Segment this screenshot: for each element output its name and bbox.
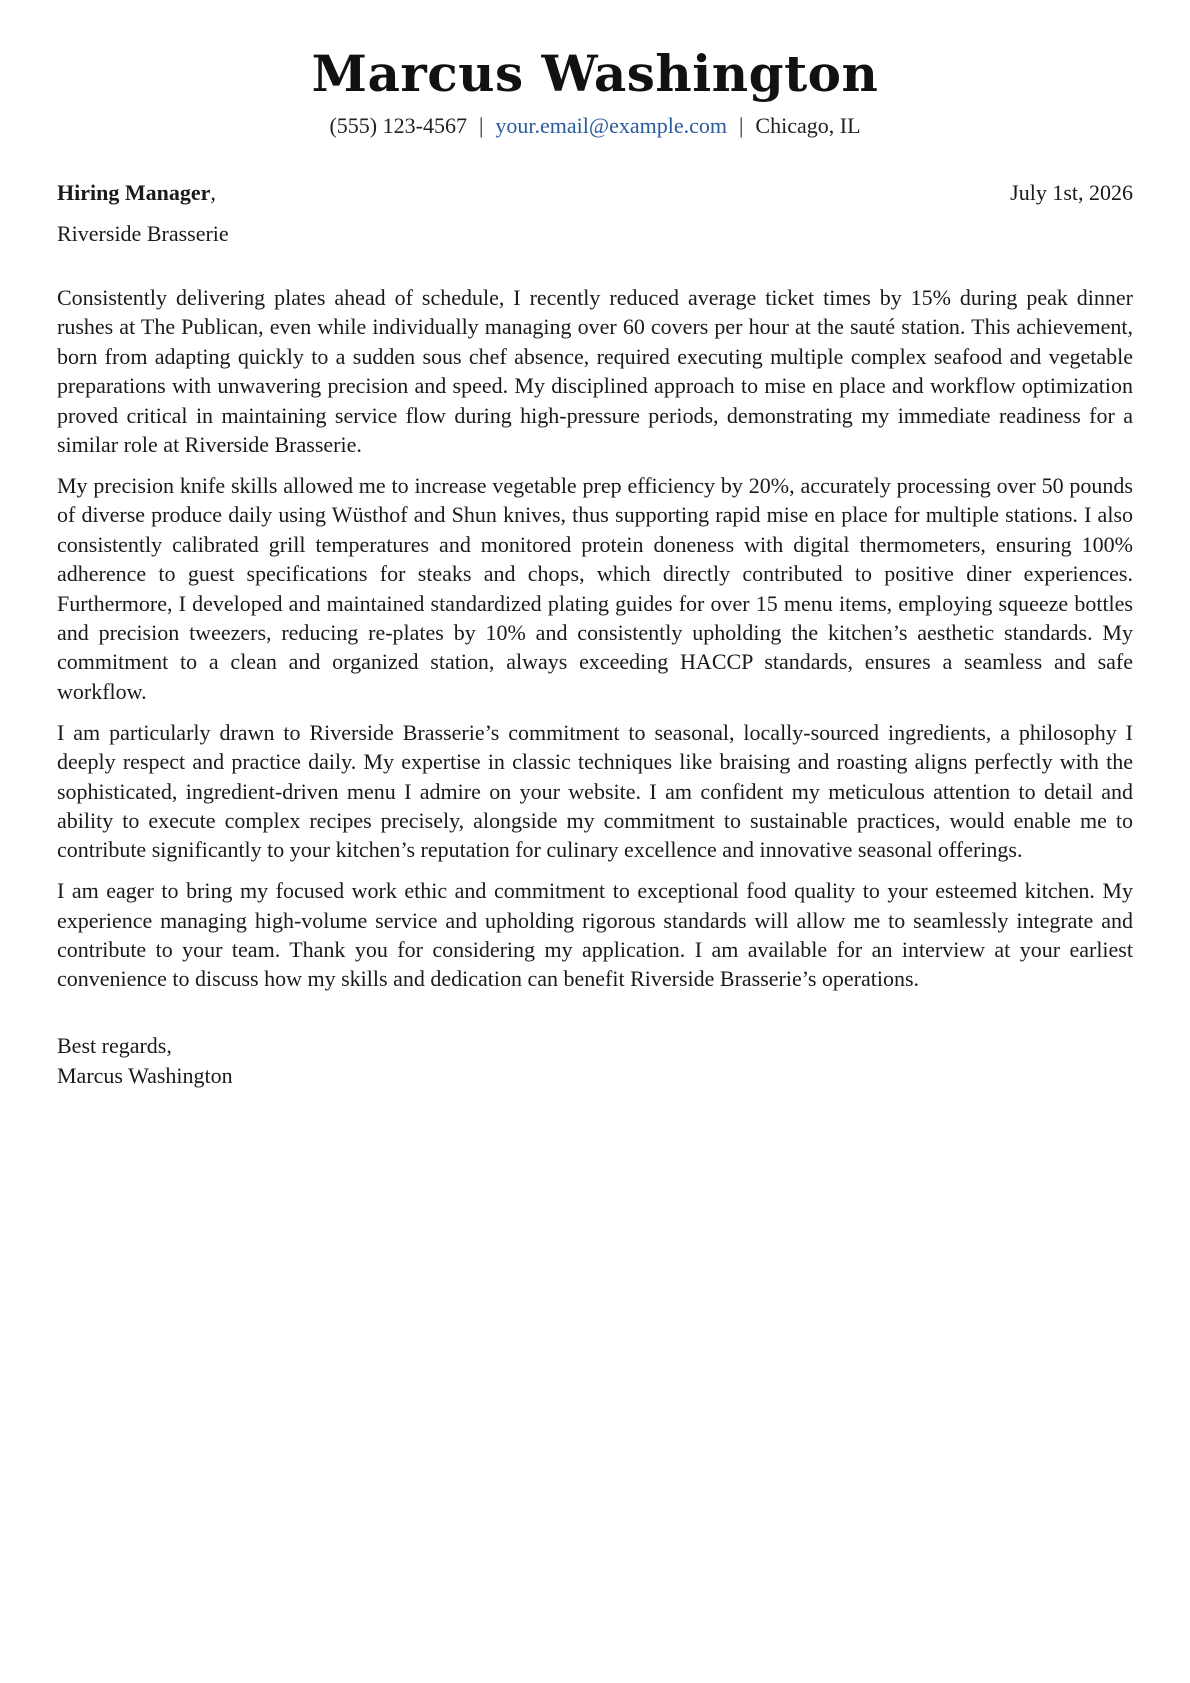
contact-separator: | [478, 113, 484, 138]
recipient-row [57, 178, 1133, 208]
phone-number: (555) 123-4567 [329, 113, 467, 138]
body-paragraph: My precision knife skills allowed me to increase vegetable prep efficiency by 20%, accurately processing over 50 pounds of diverse produce daily using Wüsthof and Shun knives, thus supporting rapid mise en place for multiple stations. I also consistently calibrated grill temperatures and monitored protein doneness with digital thermometers, ensuring 100% adherence to guest specifications for steaks and chops, which directly contributed to positive diner experiences. Furthermore, I developed and maintained standardized plating guides for over 15 menu items, employing squeeze bottles and precision tweezers, reducing re-plates by 10% and consistently upholding the kitchen’s aesthetic standards. My commitment to a clean and organized station, always exceeding HACCP standards, ensures a seamless and safe workflow. [57, 472, 1133, 704]
applicant-name: Marcus Washington [311, 44, 879, 103]
location: Chicago, IL [755, 113, 861, 138]
body-paragraph: I am particularly drawn to Riverside Brasserie’s commitment to seasonal, locally-sourced ingredients, a philosophy I deeply respect and practice daily. My expertise in classic techniques like braising and roasting aligns perfectly with the sophisticated, ingredient-driven menu I admire on your website. I am confident my meticulous attention to detail and ability to execute complex recipes precisely, alongside my commitment to sustainable practices, would enable me to contribute significantly to your kitchen’s reputation for culinary excellence and innovative seasonal offerings. [57, 719, 1133, 863]
letter-closing [57, 1031, 233, 1091]
recipient-title-suffix: , [210, 180, 216, 205]
recipient-title: Hiring Manager [57, 180, 211, 205]
signoff: Best regards, [57, 1033, 172, 1058]
body-paragraph: I am eager to bring my focused work ethic and commitment to exceptional food quality to your esteemed kitchen. My experience managing high-volume service and upholding rigorous standards will allow me to seamlessly integrate and contribute to your team. Thank you for considering my application. I am available for an interview at your earliest convenience to discuss how my skills and dedication can benefit Riverside Brasserie’s operations. [57, 878, 1133, 992]
recipient-salutation [57, 178, 216, 207]
letter-date: July 1st, 2026 [1010, 180, 1133, 205]
signature: Marcus Washington [57, 1063, 233, 1088]
body-paragraph: Consistently delivering plates ahead of schedule, I recently reduced average ticket times by 15% during peak dinner rushes at The Publican, even while individually managing over 60 covers per hour at the sauté station. This achievement, born from adapting quickly to a sudden sous chef absence, required executing multiple complex seafood and vegetable preparations with unwavering precision and speed. My disciplined approach to mise en place and workflow optimization proved critical in maintaining service flow during high-pressure periods, demonstrating my immediate readiness for a similar role at Riverside Brasserie. [57, 285, 1133, 458]
letter-header [0, 44, 1190, 140]
contact-separator: | [739, 113, 744, 138]
letter-body [57, 283, 1133, 1005]
contact-line [0, 112, 1190, 140]
email-link[interactable]: your.email@example.com [495, 113, 728, 138]
recipient-company: Riverside Brasserie [57, 221, 229, 246]
